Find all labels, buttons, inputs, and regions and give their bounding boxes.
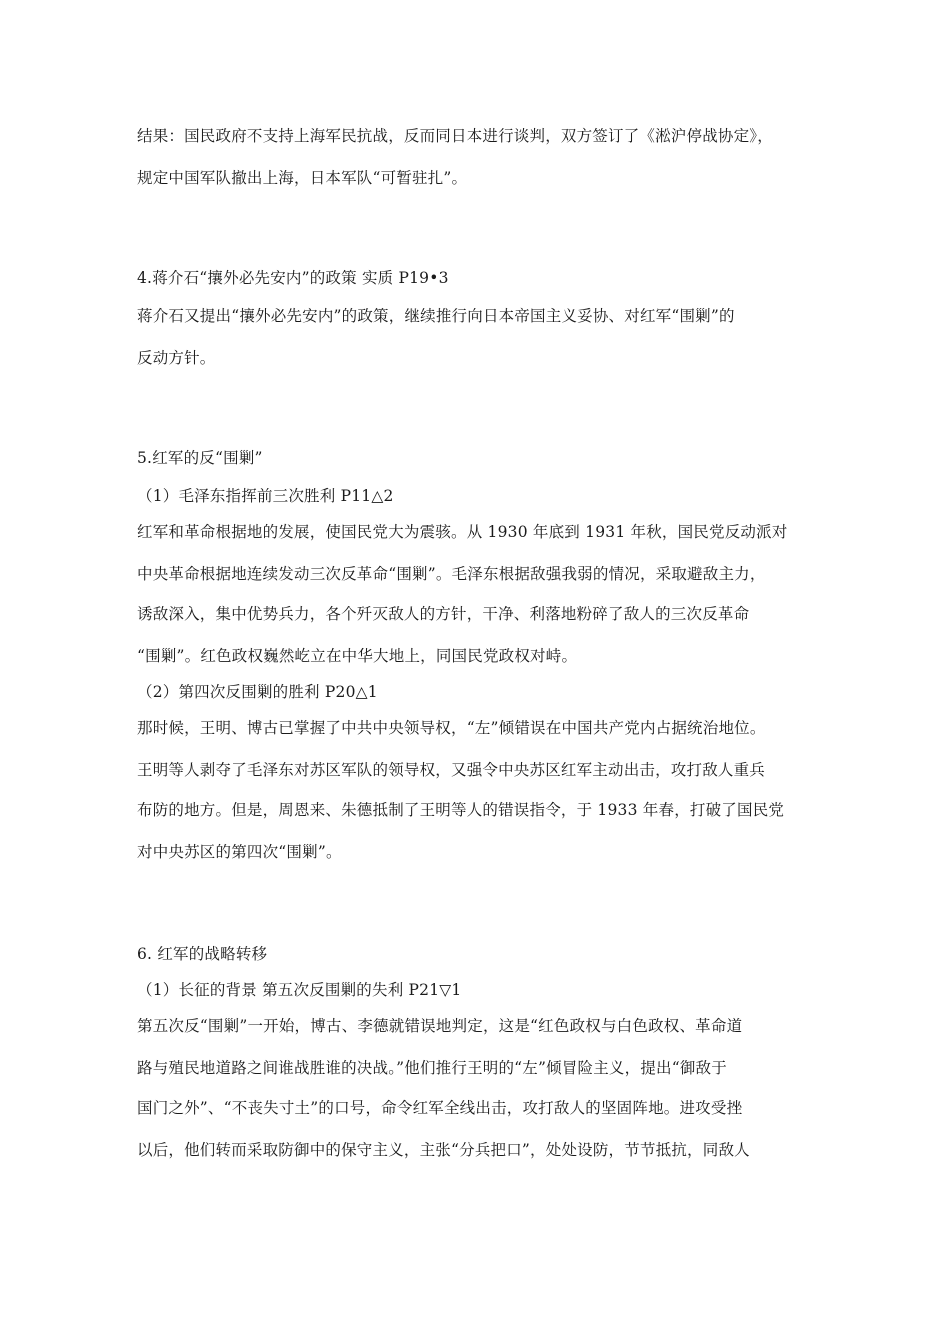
section-6-sub-1-line-1: 第五次反“围剿”一开始，博古、李德就错误地判定，这是“红色政权与白色政权、革命道: [137, 1017, 743, 1035]
result-paragraph-line-1: 结果：国民政府不支持上海军民抗战，反而同日本进行谈判，双方签订了《淞沪停战协定》，: [137, 127, 773, 145]
section-5-sub-1-line-2: 中央革命根据地连续发动三次反革命“围剿”。毛泽东根据敌强我弱的情况，采取避敌主力，: [137, 565, 766, 583]
section-5-sub-1-heading: （1）毛泽东指挥前三次胜利 P11△2: [137, 487, 394, 505]
section-5-sub-1-line-3: 诱敌深入，集中优势兵力，各个歼灭敌人的方针，干净、利落地粉碎了敌人的三次反革命: [137, 605, 750, 623]
section-4-paragraph-line-2: 反动方针。: [137, 349, 216, 367]
section-5-sub-1-line-4: “围剿”。红色政权巍然屹立在中华大地上，同国民党政权对峙。: [137, 647, 578, 665]
section-5-sub-2-heading: （2）第四次反围剿的胜利 P20△1: [137, 683, 378, 701]
section-4-heading: 4.蒋介石“攘外必先安内”的政策 实质 P19•3: [137, 269, 449, 287]
section-5-sub-2-line-1: 那时候，王明、博古已掌握了中共中央领导权，“左”倾错误在中国共产党内占据统治地位。: [137, 719, 766, 737]
section-5-sub-1-line-1: 红军和革命根据地的发展，使国民党大为震骇。从 1930 年底到 1931 年秋，国民党反动派对: [137, 523, 788, 541]
section-5-sub-2-line-3: 布防的地方。但是，周恩来、朱德抵制了王明等人的错误指令，于 1933 年春，打破了国民党: [137, 801, 785, 819]
result-paragraph-line-2: 规定中国军队撤出上海，日本军队“可暂驻扎”。: [137, 169, 468, 187]
section-6-sub-1-line-2: 路与殖民地道路之间谁战胜谁的决战。”他们推行王明的“左”倾冒险主义，提出“御敌于: [137, 1059, 727, 1077]
section-6-sub-1-line-4: 以后，他们转而采取防御中的保守主义，主张“分兵把口”，处处设防，节节抵抗，同敌人: [137, 1141, 750, 1159]
section-6-sub-1-line-3: 国门之外”、“不丧失寸土”的口号，命令红军全线出击，攻打敌人的坚固阵地。进攻受挫: [137, 1099, 743, 1117]
section-6-sub-1-heading: （1）长征的背景 第五次反围剿的失利 P21▽1: [137, 981, 462, 999]
section-6-heading: 6. 红军的战略转移: [137, 945, 268, 963]
section-4-paragraph-line-1: 蒋介石又提出“攘外必先安内”的政策，继续推行向日本帝国主义妥协、对红军“围剿”的: [137, 307, 735, 325]
section-5-sub-2-line-4: 对中央苏区的第四次“围剿”。: [137, 843, 342, 861]
section-5-heading: 5.红军的反“围剿”: [137, 449, 263, 467]
section-5-sub-2-line-2: 王明等人剥夺了毛泽东对苏区军队的领导权，又强令中央苏区红军主动出击，攻打敌人重兵: [137, 761, 766, 779]
